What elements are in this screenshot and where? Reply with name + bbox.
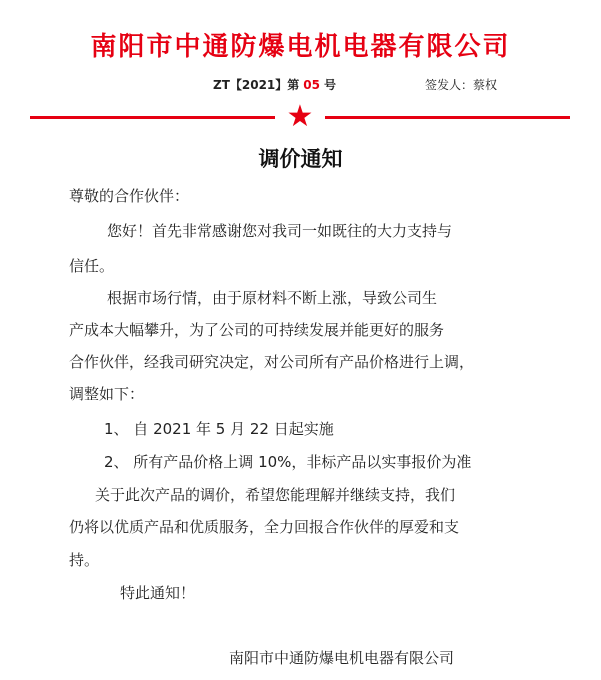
signer: 签发人：蔡权 xyxy=(425,78,498,92)
salutation: 尊敬的合作伙伴： xyxy=(69,187,190,205)
paragraph-reason-line-3: 合作伙伴，经我司研究决定，对公司所有产品价格进行上调， xyxy=(69,353,475,371)
document-number-suffix: 号 xyxy=(324,78,337,92)
divider-right xyxy=(325,116,570,119)
list-item: 1、 自 2021 年 5 月 22 日起实施 xyxy=(104,420,334,438)
closing-notice: 特此通知！ xyxy=(120,584,196,602)
document-number-value: 05 xyxy=(303,78,320,92)
document-number-prefix: ZT【2021】第 xyxy=(213,78,300,92)
paragraph-greeting-line-1: 您好！首先非常感谢您对我司一如既往的大力支持与 xyxy=(107,222,453,240)
paragraph-greeting-line-2: 信任。 xyxy=(69,257,115,275)
paragraph-closing-line-3: 持。 xyxy=(69,551,100,569)
paragraph-reason-line-4: 调整如下： xyxy=(69,385,145,403)
divider-left xyxy=(30,116,275,119)
footer-company: 南阳市中通防爆电机电器有限公司 xyxy=(229,649,455,667)
paragraph-reason-line-1: 根据市场行情，由于原材料不断上涨，导致公司生 xyxy=(107,289,438,307)
document-number xyxy=(213,76,336,93)
company-header: 南阳市中通防爆电机电器有限公司 xyxy=(90,32,511,62)
paragraph-reason-line-2: 产成本大幅攀升，为了公司的可持续发展并能更好的服务 xyxy=(69,321,445,339)
paragraph-closing-line-1: 关于此次产品的调价，希望您能理解并继续支持，我们 xyxy=(95,486,456,504)
star-icon: ★ xyxy=(286,99,314,134)
document-title: 调价通知 xyxy=(258,147,343,171)
list-item: 2、 所有产品价格上调 10%，非标产品以实事报价为准 xyxy=(104,453,472,471)
paragraph-closing-line-2: 仍将以优质产品和优质服务，全力回报合作伙伴的厚爱和支 xyxy=(69,518,460,536)
